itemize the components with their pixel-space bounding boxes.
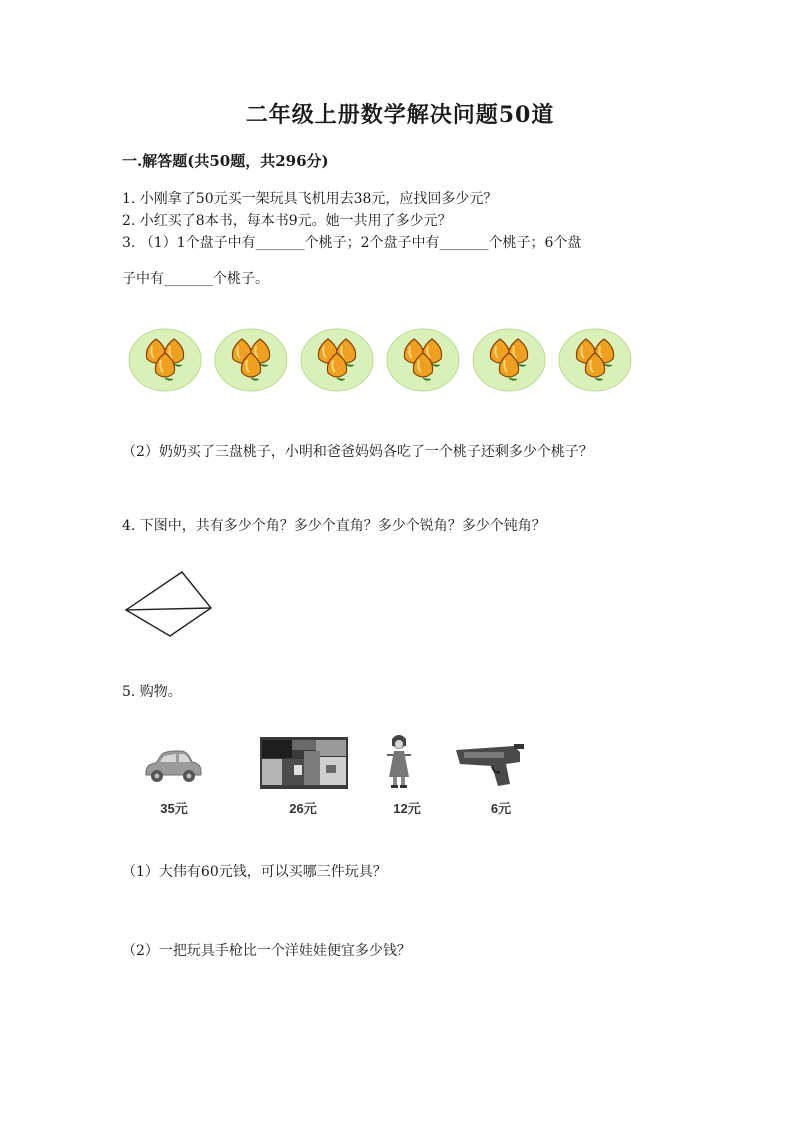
quadrilateral-figure xyxy=(122,568,217,638)
peach-plate-icon xyxy=(214,328,288,392)
question-5-part-2: （2）一把玩具手枪比一个洋娃娃便宜多少钱？ xyxy=(122,943,411,959)
question-5: 5. 购物。 xyxy=(122,684,182,700)
section-heading: 一.解答题(共50题，共296分) xyxy=(122,152,329,170)
peach-plates-figure xyxy=(128,328,648,394)
peach-plate-icon xyxy=(558,328,632,392)
question-3-line-2: 子中有_______个桃子。 xyxy=(122,271,269,287)
peach-plate-icon xyxy=(386,328,460,392)
question-1: 1. 小刚拿了50元买一架玩具飞机用去38元，应找回多少元？ xyxy=(122,191,498,207)
question-3-line-1: 3. （1）1个盘子中有_______个桃子；2个盘子中有_______个桃子；6个盘 xyxy=(122,235,582,251)
price-puzzle: 26元 xyxy=(289,801,317,816)
doll-icon xyxy=(384,733,414,789)
peach-plate-icon xyxy=(472,328,546,392)
toy-car-icon xyxy=(142,748,204,784)
page-title: 二年级上册数学解决问题50道 xyxy=(245,102,555,128)
price-gun: 6元 xyxy=(490,801,512,816)
question-2: 2. 小红买了8本书，每本书9元。她一共用了多少元？ xyxy=(122,213,452,229)
question-4: 4. 下图中，共有多少个角？多少个直角？多少个锐角？多少个钝角？ xyxy=(122,518,546,534)
peach-plate-icon xyxy=(300,328,374,392)
peach-plate-icon xyxy=(128,328,202,392)
question-5-part-1: （1）大伟有60元钱，可以买哪三件玩具？ xyxy=(122,864,387,880)
puzzle-picture-icon xyxy=(260,737,348,789)
toy-gun-icon xyxy=(454,742,528,788)
question-3-part-2: （2）奶奶买了三盘桃子，小明和爸爸妈妈各吃了一个桃子还剩多少个桃子？ xyxy=(122,444,593,460)
price-doll: 12元 xyxy=(393,801,421,816)
price-car: 35元 xyxy=(160,801,188,816)
